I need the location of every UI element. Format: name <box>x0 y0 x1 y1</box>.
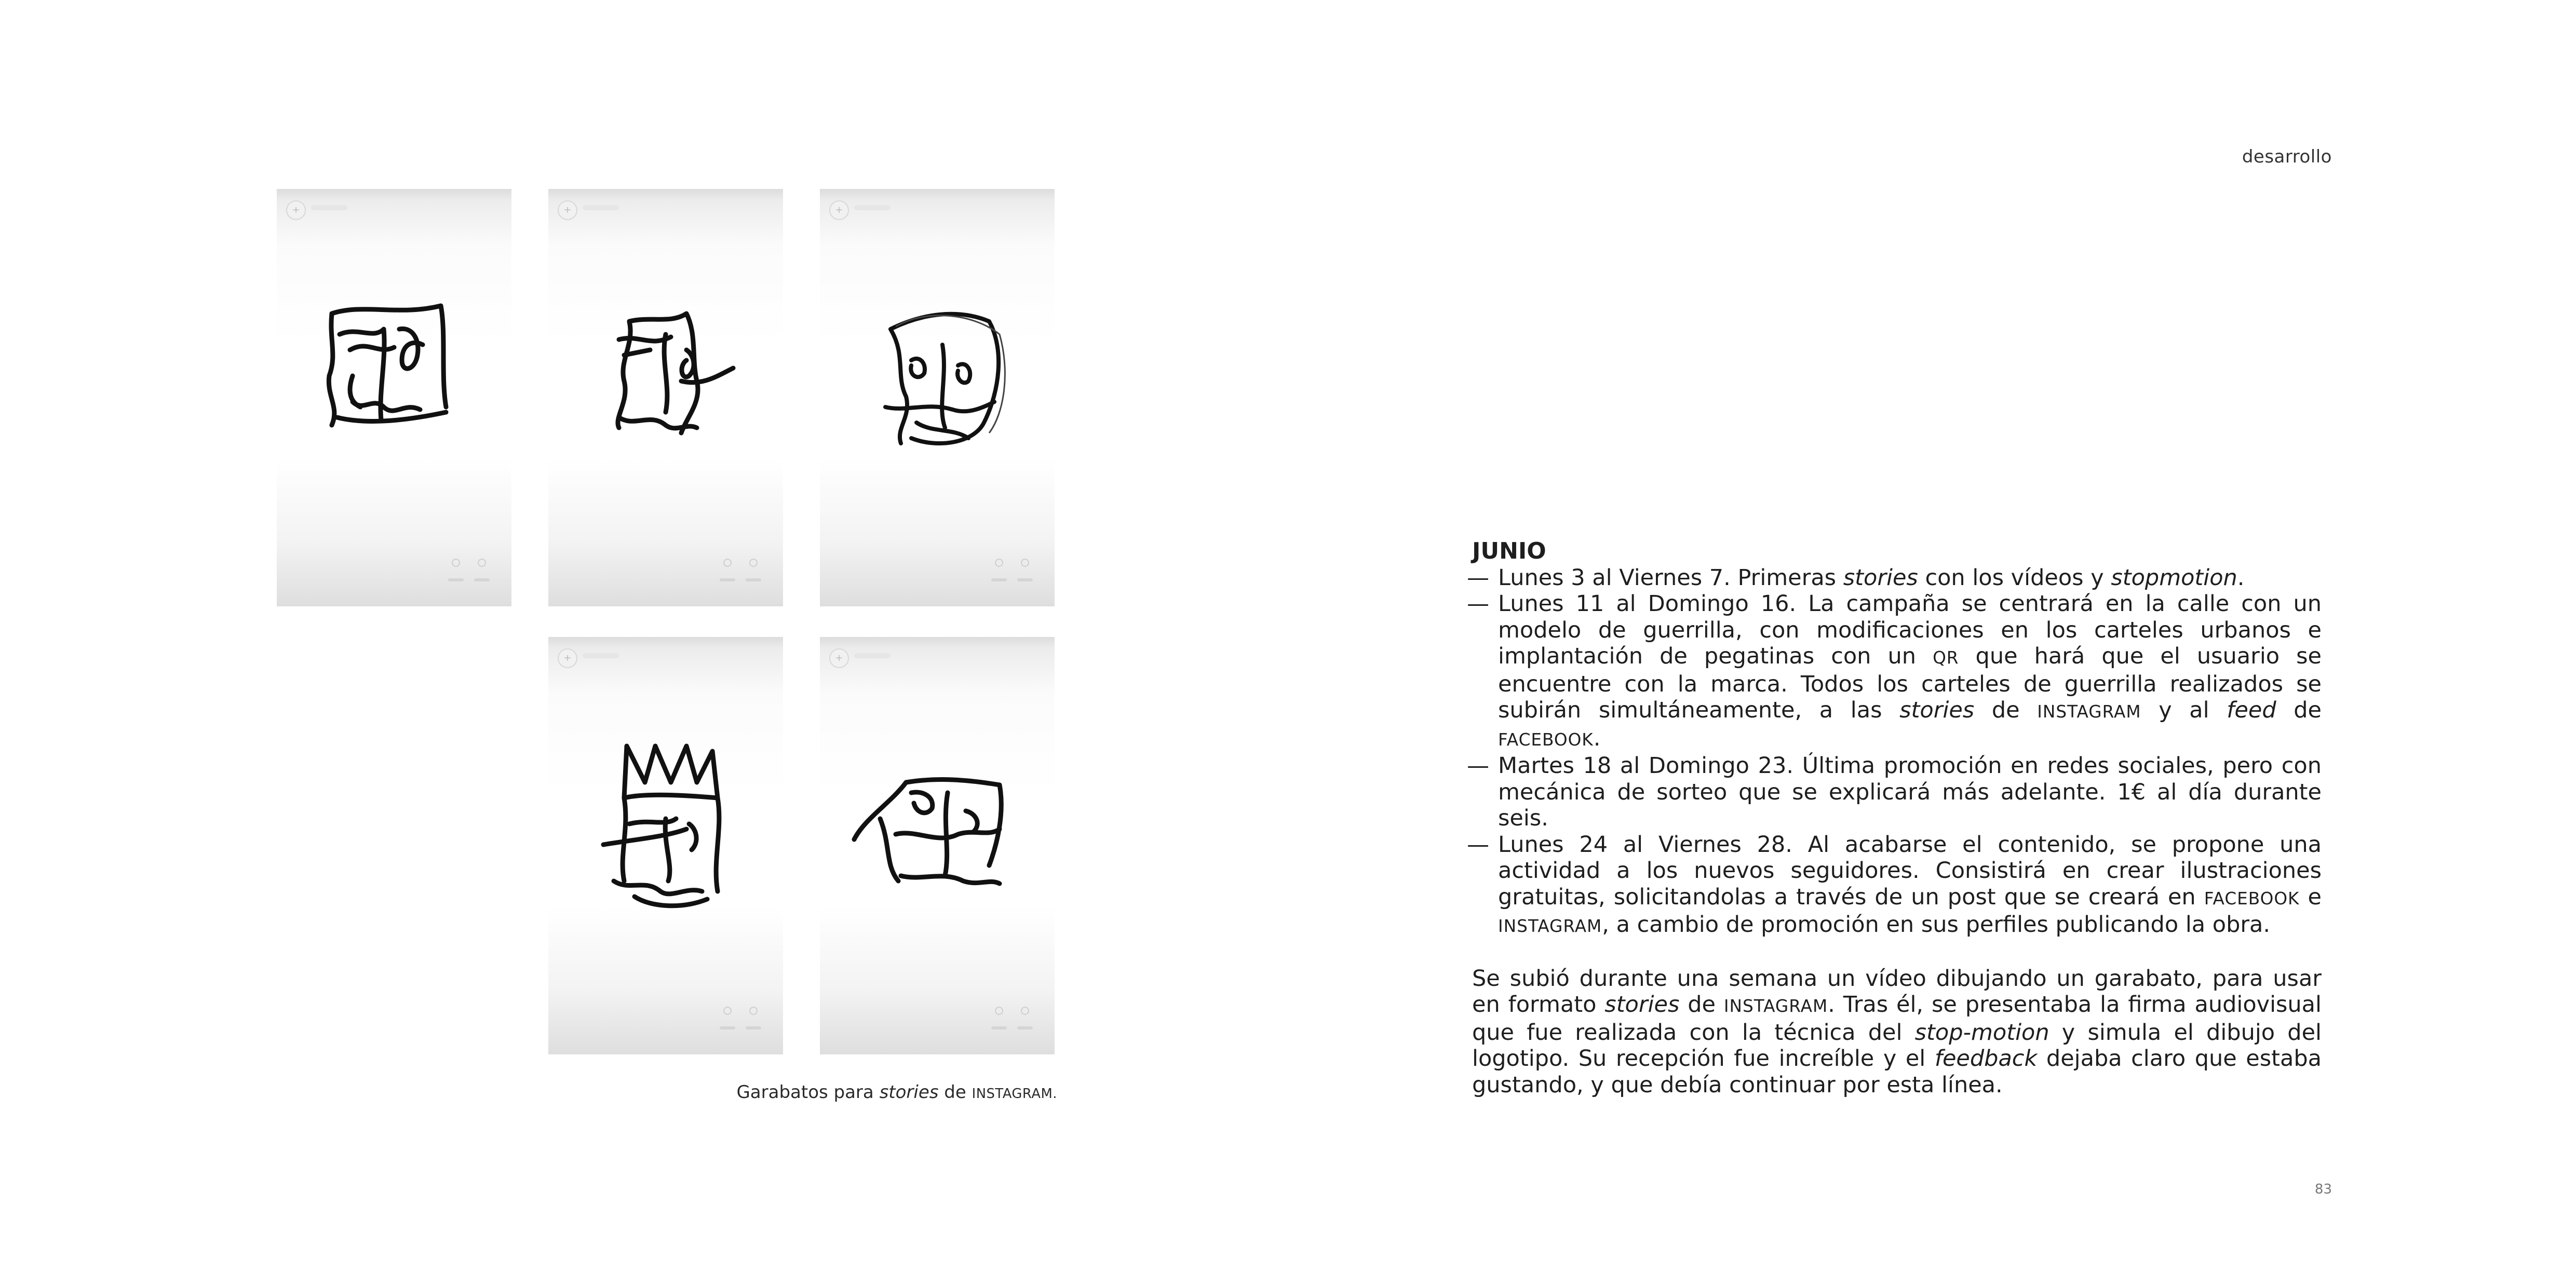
story-card <box>548 637 783 1054</box>
share-icon <box>473 559 491 590</box>
story-username-placeholder <box>311 205 347 210</box>
schedule-list <box>1467 564 2322 940</box>
story-username-placeholder <box>583 653 619 658</box>
heart-icon <box>447 559 465 590</box>
story-avatar-icon: + <box>829 648 849 668</box>
section-title: JUNIO <box>1472 538 1546 564</box>
story-avatar-icon: + <box>286 200 306 220</box>
story-card <box>277 189 511 606</box>
list-item: — Lunes 11 al Domingo 16. La campaña se centrará en la calle con un modelo de guerrilla, con modificaciones en los carteles urbanos e implantación de pegatinas con un QR que hará que el usuario se encuentre con la marca. Todos los carteles de guerrilla realizados se subirán simultáneamente, a las stories de INSTAGRAM y al feed de FACEBOOK. <box>1467 591 2322 751</box>
story-card <box>820 189 1055 606</box>
share-icon <box>745 1007 762 1038</box>
heart-icon <box>719 1007 736 1038</box>
heart-icon <box>990 1007 1008 1038</box>
story-avatar-icon: + <box>558 648 577 668</box>
scribble-face-drawing <box>833 277 1041 485</box>
share-icon <box>1016 559 1034 590</box>
scribble-face-drawing <box>290 277 498 485</box>
body-text <box>1467 538 2322 1098</box>
share-icon <box>1016 1007 1034 1038</box>
page-number: 83 <box>2314 1182 2332 1197</box>
story-avatar-icon: + <box>558 200 577 220</box>
figure-caption: Garabatos para stories de INSTAGRAM. <box>736 1082 1057 1103</box>
summary-paragraph: Se subió durante una semana un vídeo dibujando un garabato, para usar en formato stories de INSTAGRAM. Tras él, se presentaba la firma audiovisual que fue realizada con la técnica del stop-motion y simula el dibujo del logotipo. Su recepción fue increíble y el feedback dejaba claro que estaba gustando, y que debía continuar por esta línea. <box>1472 965 2322 1098</box>
list-item: — Martes 18 al Domingo 23. Última promoción en redes sociales, pero con mecánica de sorteo que se explicará más adelante. 1€ al día durante seis. <box>1467 753 2322 831</box>
scribble-face-drawing <box>833 725 1041 933</box>
story-card <box>820 637 1055 1054</box>
story-avatar-icon: + <box>829 200 849 220</box>
story-username-placeholder <box>854 205 891 210</box>
story-username-placeholder <box>854 653 891 658</box>
scribble-face-drawing <box>562 725 770 933</box>
share-icon <box>745 559 762 590</box>
heart-icon <box>990 559 1008 590</box>
scribble-face-drawing <box>562 277 770 485</box>
list-item: — Lunes 3 al Viernes 7. Primeras stories con los vídeos y stopmotion. <box>1467 564 2245 591</box>
heart-icon <box>719 559 736 590</box>
story-card <box>548 189 783 606</box>
section-header: desarrollo <box>2242 146 2332 167</box>
list-item: — Lunes 24 al Viernes 28. Al acabarse el contenido, se propone una actividad a los nuevos seguidores. Consistirá en crear ilustraciones gratuitas, solicitandolas a través de un post que se creará en FACEBOOK e INSTAGRAM, a cambio de promoción en sus perfiles publicando la obra. <box>1467 831 2322 938</box>
story-username-placeholder <box>583 205 619 210</box>
